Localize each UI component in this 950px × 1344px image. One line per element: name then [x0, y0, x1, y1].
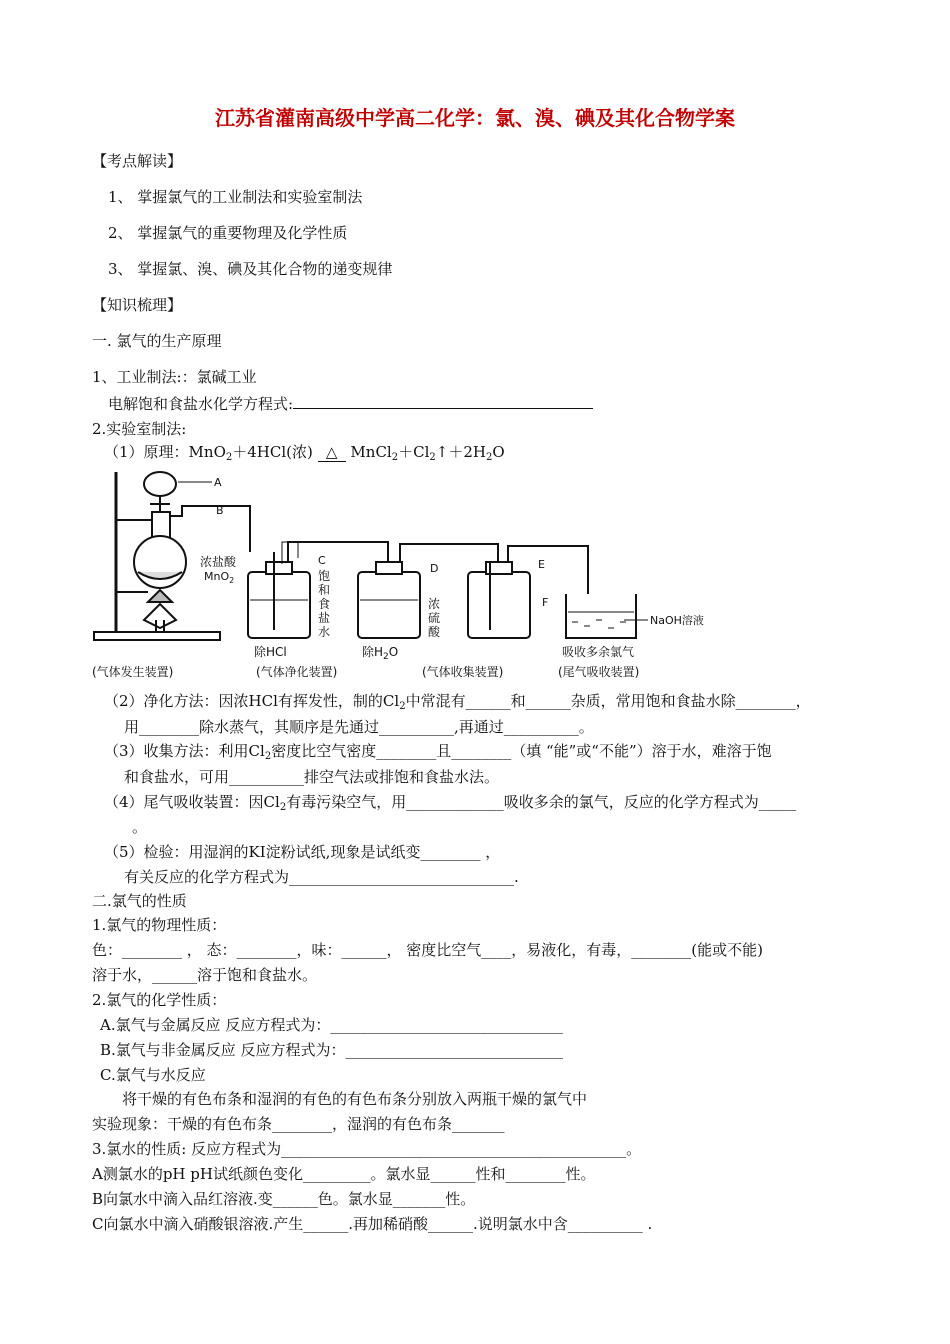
label-sat-salt-3: 食: [318, 597, 331, 611]
caption-purification: (气体净化装置): [256, 665, 338, 679]
water-b: B向氯水中滴入品红溶液.变______色。氯水显_______性。: [92, 1190, 476, 1208]
label-absorb: 吸收多余氯气: [562, 645, 635, 659]
label-e: E: [538, 558, 545, 571]
kaodian-heading: 【考点解读】: [92, 152, 183, 170]
label-remove-h2o: 除$H_2O$: [362, 645, 399, 662]
part2-heading: 二.氯气的性质: [92, 892, 187, 910]
kaodian-item: 1、 掌握氯气的工业制法和实验室制法: [108, 188, 363, 206]
label-sat-salt-5: 水: [318, 625, 331, 639]
label-a: A: [214, 476, 222, 489]
label-d: D: [430, 562, 439, 575]
label-conc-h2so4-1: 浓: [428, 597, 441, 611]
principle-equation: （1）原理：MnO$_2$＋4HCl(浓) △ $MnCl_2+Cl_2↑+2H_2O$: [104, 443, 505, 463]
physical-line-1: 色：________ ， 态：________，味：______， 密度比空气____，易液化，有毒，________(能或不能): [92, 941, 764, 959]
purify-line-2: 用________除水蒸气，其顺序是先通过__________,再通过__________。: [124, 718, 594, 736]
label-sat-salt-1: 饱: [318, 569, 331, 583]
page-title: 江苏省灌南高级中学高二化学：氯、溴、碘及其化合物学案: [215, 106, 735, 130]
collect-line-2: 和食盐水，可用__________排空气法或排饱和食盐水法。: [124, 768, 500, 786]
chemical-heading: 2.氯气的化学性质：: [92, 991, 227, 1009]
label-conc-h2so4-3: 酸: [428, 625, 441, 639]
label-b: B: [216, 504, 224, 517]
kaodian-item: 2、 掌握氯气的重要物理及化学性质: [108, 224, 348, 242]
caption-generation: (气体发生装置): [92, 665, 174, 679]
water-a: A测氯水的pH pH试纸颜色变化_________。氯水显______性和________性。: [92, 1165, 596, 1183]
kaodian-item: 3、 掌握氯、溴、碘及其化合物的递变规律: [108, 260, 393, 278]
label-conc-hcl: 浓盐酸: [200, 555, 237, 569]
chem-a: A.氯气与金属反应 反应方程式为：_______________________________: [100, 1016, 563, 1034]
apparatus-diagram: [88, 462, 748, 684]
test-line-2: 有关反应的化学方程式为______________________________.: [124, 868, 519, 886]
caption-absorption: (尾气吸收装置): [558, 665, 640, 679]
label-c: C: [318, 554, 326, 567]
collect-line-1: （3）收集方法：利用$Cl_2$密度比空气密度________且________（填 “能”或“不能”）溶于水，难溶于饱: [104, 742, 772, 762]
test-line-1: （5）检验：用湿润的KI淀粉试纸,现象是试纸变________ ，: [104, 843, 501, 861]
electrolysis-line: 电解饱和食盐水化学方程式:: [108, 394, 593, 413]
zhishi-heading: 【知识梳理】: [92, 296, 183, 314]
physical-line-2: 溶于水，______溶于饱和食盐水。: [92, 966, 318, 984]
chem-c: C.氯气与水反应: [100, 1066, 206, 1084]
label-sat-salt-2: 和: [318, 583, 331, 597]
label-remove-hcl: 除HCl: [254, 645, 287, 659]
water-c: C向氯水中滴入硝酸银溶液.产生______.再加稀硝酸______.说明氯水中含__________ .: [92, 1215, 653, 1233]
lab-method: 2.实验室制法:: [92, 420, 187, 438]
chem-c-desc: 将干燥的有色布条和湿润的有色的有色布条分别放入两瓶干燥的氯气中: [122, 1090, 588, 1108]
part1-heading: 一. 氯气的生产原理: [92, 332, 222, 350]
tail-line-2: 。: [132, 818, 148, 836]
label-naoh: NaOH溶液: [650, 614, 704, 627]
caption-collection: (气体收集装置): [422, 665, 504, 679]
chem-b: B.氯气与非金属反应 反应方程式为：_____________________________: [100, 1041, 564, 1059]
label-f: F: [542, 596, 549, 609]
industrial-method: 1、工业制法:：氯碱工业: [92, 368, 257, 386]
tail-line-1: （4）尾气吸收装置：因$Cl_2$有毒污染空气，用_____________吸收多余的氯气，反应的化学方程式为_____: [104, 793, 797, 813]
purify-line-1: （2）净化方法：因浓HCl有挥发性，制的$Cl_2$中常混有______和______杂质，常用饱和食盐水除________，: [104, 692, 811, 712]
chlorine-water-heading: 3.氯水的性质: 反应方程式为______________________________________________。: [92, 1140, 642, 1158]
label-sat-salt-4: 盐: [318, 611, 331, 625]
chem-c-observation: 实验现象：干燥的有色布条________，湿润的有色布条_______: [92, 1115, 505, 1133]
label-mno2: MnO$_2$: [204, 570, 235, 585]
label-conc-h2so4-2: 硫: [428, 611, 441, 625]
physical-heading: 1.氯气的物理性质：: [92, 916, 227, 934]
